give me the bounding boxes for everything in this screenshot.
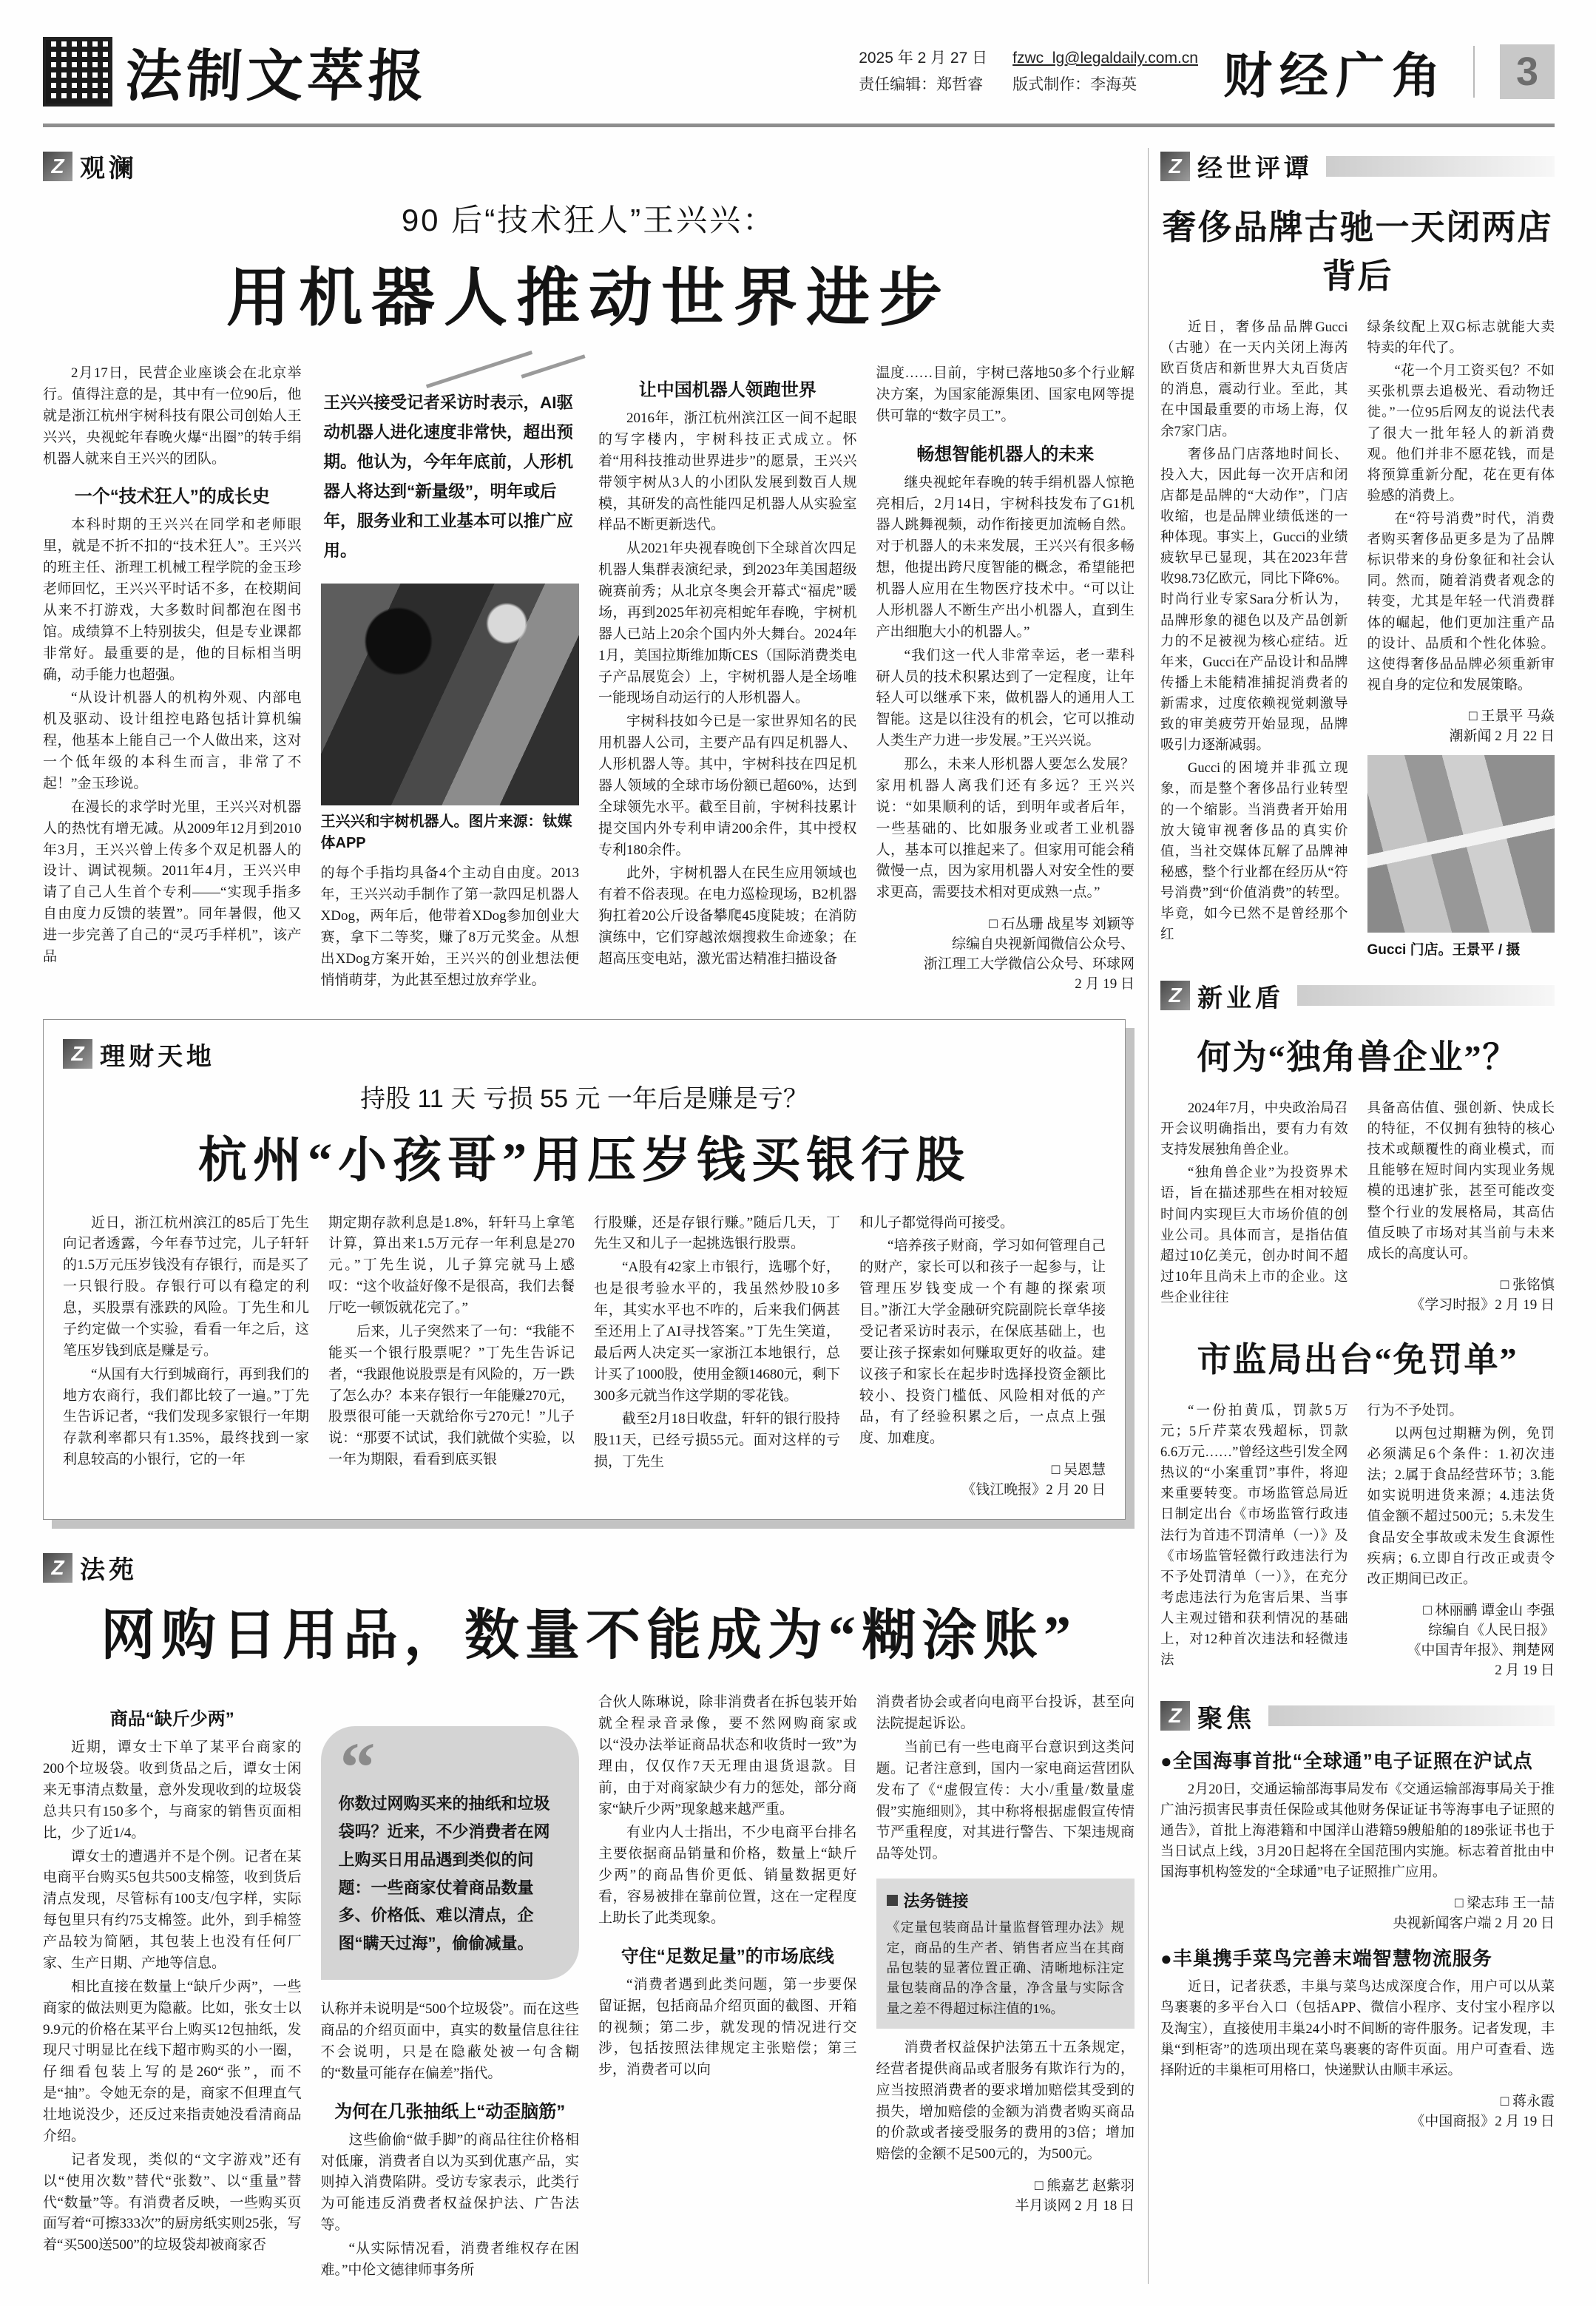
kicker: 持股 11 天 亏损 55 元 一年后是赚是亏？ — [360, 1084, 808, 1113]
text-column-continue — [876, 363, 1135, 904]
article-columns — [1160, 317, 1555, 958]
photo-caption: 王兴兴和宇树机器人。图片来源：钛媒体APP — [320, 814, 572, 852]
designer-credit: 版式制作：李海英 — [1012, 75, 1137, 93]
intro-box — [321, 363, 580, 572]
column-divider — [1148, 148, 1149, 2284]
text-column — [321, 363, 580, 994]
section-bar — [1268, 1705, 1555, 1726]
z-logo-icon: Z — [43, 152, 72, 181]
kicker: 90 后“技术狂人”王兴兴： — [401, 203, 777, 237]
section-guanlan — [43, 148, 1135, 994]
qr-code-icon — [43, 37, 112, 106]
text-column — [1367, 317, 1555, 958]
law-link-label: 法务链接 — [903, 1892, 969, 1911]
paragraph: 截至2月18日收盘，轩轩的银行股持股11天，已经亏损55元。面对这样的亏损，丁先生 — [594, 1411, 840, 1470]
article-columns — [1160, 1401, 1555, 1679]
paragraph: 奢侈品门店落地时间长、投入大，因此每一次开店和闭店都是品牌的“大动作”，门店收缩，也是品牌业绩低迷的一种体现。事实上，Gucci的业绩疲软早已显现，其在2023年营收98.73亿欧元，同比下降6%。时尚行业专家Sara分析认为，品牌形象的褪色以及产品创新力的不足被视为核心症结。近年来，Gucci在产品设计和品牌传播上未能精准捕捉消费者的新需求，过度依赖视觉刺激导致的审美疲劳开始显现，品牌吸引力逐渐减弱。 — [1160, 447, 1348, 754]
subheadline: 一个“技术狂人”的成长史 — [74, 487, 270, 507]
text-column-continue — [1367, 317, 1555, 696]
text-column — [876, 1692, 1135, 2284]
licai-headline: 杭州“小孩哥”用压岁钱买银行股 — [198, 1133, 970, 1188]
z-logo-icon: Z — [1160, 1701, 1190, 1731]
subheadline: 守住“足数足量”的市场底线 — [621, 1946, 834, 1967]
text-column-continue — [859, 1213, 1106, 1450]
paragraph: 在漫长的求学时光里，王兴兴对机器人的热忱有增无减。从2009年12月到2010年3月，王兴兴曾上传多个双足机器人的设计、调试视频。2011年4月，王兴兴申请了自己人生首个专利——“实现手指多自由度力反馈的装置”。同年暑假，他又进一步完善了自己的“灵巧手样机”，该产品 — [43, 799, 302, 964]
text-column — [1160, 317, 1348, 958]
paragraph: 在“符号消费”时代，消费者购买奢侈品更多是为了品牌标识带来的身份象征和社会认同。然而，随着消费者观念的转变，尤其是年轻一代消费群体的崛起，他们更加注重产品的设计、品质和个性化体验。这使得奢侈品品牌必须重新审视自身的定位和发展策略。 — [1367, 511, 1555, 693]
z-logo-icon: Z — [63, 1039, 92, 1069]
paragraph: 以两包过期糖为例，免罚必须满足6个条件：1.初次违法；2.属于食品经营环节；3.能如实说明进货来源；4.违法货值金额不超过500元；5.未发生食品安全事故或未发生食源性疾病；6.立即自行改正或责令改正期间已改正。 — [1367, 1426, 1555, 1587]
paragraph: 本科时期的王兴兴在同学和老师眼里，就是不折不扣的“技术狂人”。王兴兴的班主任、浙理工机械工程学院的金玉珍老师回忆，王兴兴平时话不多，在校期间从来不打游戏，大多数时间都泡在图书馆。成绩算不上特别拔尖，但是专业课都非常好。最重要的是，他的目标相当明确，动手能力也超强。 — [43, 517, 302, 683]
paragraph: 继央视蛇年春晚的转手绢机器人惊艳亮相后，2月14日，宇树科技发布了G1机器人跳舞视频，动作衔接更加流畅自然。对于机器人的未来发展，王兴兴有很多畅想，他提出跨尺度智能的概念，希望能把机器人应用在生物医疗技术中。“可以让人形机器人不断生产出小机器人，直到生产出细胞大小的机器人。” — [876, 474, 1135, 640]
source-credit: 《中国青年报》、荆楚网 — [1407, 1642, 1555, 1658]
law-text: 《定量包装商品计量监督管理办法》规定，商品的生产者、销售者应当在其商品包装的显著位置正确、清晰地标注定量包装商品的净含量，净含量与实际含量之差不得超过标注值的1%。 — [886, 1920, 1124, 2016]
section-label: 新业盾 — [1197, 984, 1284, 1012]
paragraph: 记者发现，类似的“文字游戏”还有以“使用次数”替代“张数”、以“重量”替代“数量”等。有消费者反映，一些购买页面写着“可擦333次”的厨房纸实则25张，写着“买500送500”的垃圾袋却被商家否 — [43, 2151, 302, 2253]
issue-date: 2025 年 2 月 27 日 — [859, 49, 988, 67]
z-logo-icon: Z — [1160, 152, 1190, 181]
paragraph: 认称并未说明是“500个垃圾袋”。而在这些商品的介绍页面中，真实的数量信息往往不会说明，只是在隐蔽处被一句含糊的“数量可能存在偏差”指代。 — [320, 2001, 579, 2081]
text-column-continue — [876, 1692, 1135, 1865]
subheadline: 让中国机器人领跑世界 — [638, 380, 816, 400]
text-column — [876, 363, 1135, 994]
paragraph: 相比直接在数量上“缺斤少两”，一些商家的做法则更为隐蔽。比如，张女士以9.9元的价格在某平台上购买12包抽纸，发现尺寸明显比在线下超市购买的小一圈，仔细看包装上写的是260“张”，而不是“抽”。令她无奈的是，商家不但理直气壮地说没少，还反过来指责她没看清商品介绍。 — [43, 1978, 302, 2144]
paragraph: “培养孩子财商，学习如何管理自己的财产，家长可以和孩子一起参与，让管理压岁钱变成一个有趣的探索项目。”浙江大学金融研究院副院长章华接受记者采访时表示，在保底基础上，也要让孩子探索如何赚取更好的收益。建议孩子和家长在起步时选择投资金额比较小、投资门槛低、风险相对低的产品，有了经验积累之后，一点点上强度、加难度。 — [859, 1238, 1106, 1447]
paragraph: 从2021年央视春晚创下全球首次四足机器人集群表演纪录，到2023年美国超级碗赛前秀；从北京冬奥会开幕式“福虎”暖场，再到2025年初亮相蛇年春晚，宇树机器人已站上20余个国内外大舞台。2024年1月，美国拉斯维加斯CES（国际消费类电子产品展览会）上，宇树机器人是全场唯一能现场自动运行的人形机器人。 — [598, 541, 857, 706]
source-credit: 《学习时报》2 月 19 日 — [1410, 1296, 1555, 1313]
text-column — [1367, 1098, 1555, 1313]
text-column-continue — [1367, 1098, 1555, 1265]
source-date: 2 月 19 日 — [1075, 976, 1135, 993]
main-region — [43, 145, 1135, 2284]
paper-title: 法制文萃报 — [124, 46, 430, 108]
section-label: 法苑 — [80, 1556, 138, 1585]
law-extra-text: 消费者权益保护法第五十五条规定，经营者提供商品或者服务有欺诈行为的，应当按照消费者的要求增加赔偿其受到的损失，增加赔偿的金额为消费者购买商品的价款或者接受服务的费用的3倍；增加赔偿的金额不足500元的，为500元。 — [876, 2039, 1135, 2163]
intro-text: 王兴兴接受记者采访时表示，AI驱动机器人进化速度非常快，超出预期。他认为，今年年底前，人形机器人将达到“新量级”，明年或后年，服务业和工业基本可以推广应用。 — [323, 393, 574, 561]
section-tag-jujiao — [1160, 1698, 1555, 1734]
paragraph: 近日，浙江杭州滨江的85后丁先生向记者透露，今年春节过完，儿子轩轩的1.5万元压岁钱没有存银行，而是买了一只银行股。存银行可以有稳定的利息，买股票有涨跌的风险。丁先生和儿子约定做一个实验，看看一年之后，这笔压岁钱到底是赚是亏。 — [63, 1214, 309, 1359]
text-column — [328, 1213, 575, 1499]
section-label: 聚焦 — [1197, 1704, 1255, 1733]
source-credit: 半月谈网 2 月 18 日 — [1015, 2198, 1135, 2214]
section-bar — [1326, 156, 1555, 177]
paragraph: “从设计机器人的机构外观、内部电机及驱动、设计组控电路包括计算机编程，他基本上能自己一个人做出来，这对一个低年级的本科生而言，非常了不起！”金玉珍说。 — [43, 690, 302, 791]
paragraph: 此外，宇树机器人在民生应用领域也有着不俗表现。在电力巡检现场，B2机器狗扛着20公斤设备攀爬45度陡坡；在消防演练中，它们穿越浓烟搜救生命迹象；在超高压变电站，激光雷达精准扫描设备 — [598, 865, 857, 967]
paragraph: 绿条纹配上双G标志就能大卖特卖的年代了。 — [1367, 320, 1555, 356]
article-columns — [43, 363, 1135, 994]
subheadline: 为何在几张抽纸上“动歪脑筋” — [334, 2101, 566, 2122]
paragraph: 具备高估值、强创新、快成长的特征，不仅拥有独特的核心技术或颠覆性的商业模式，而且能够在短时间内实现业务规模的迅速扩张，甚至可能改变整个行业的发展格局，其高估值反映了市场对其当前与未来成长的高度认可。 — [1367, 1100, 1555, 1262]
article-columns — [1160, 1098, 1555, 1313]
pull-quote-text: 你数过网购买来的抽纸和垃圾袋吗？近来，不少消费者在网上购买日用品遇到类似的问题：一些商家仗着商品数量多、价格低、难以清点，企图“瞒天过海”，偷偷减量。 — [338, 1794, 550, 1953]
gucci-headline: 奢侈品牌古驰一天闭两店背后 — [1162, 209, 1553, 295]
z-logo-icon: Z — [43, 1553, 72, 1583]
page-content — [43, 145, 1555, 2284]
law-link-box — [876, 1879, 1135, 2029]
section-fayuan — [43, 1549, 1135, 2284]
section-jujiao — [1160, 1698, 1555, 2130]
article-columns — [43, 1692, 1135, 2284]
contact-block — [1012, 45, 1198, 98]
text-column — [63, 1213, 309, 1499]
photo-caption: Gucci 门店。王景平 / 摄 — [1367, 941, 1521, 958]
paragraph: 2月17日，民营企业座谈会在北京举行。值得注意的是，其中有一位90后，他就是浙江杭州宇树科技有限公司创始人王兴兴，央视蛇年春晚火爆“出圈”的转手绢机器人就来自王兴兴的团队。 — [43, 365, 302, 467]
masthead-meta — [859, 36, 1555, 106]
source-credit: 综编自央视新闻微信公众号、 — [951, 936, 1135, 953]
paragraph: 合伙人陈琳说，除非消费者在拆包装开始就全程录音录像，要不然网购商家或以“没办法举证商品状态和收货时一致”为理由，仅仅作7天无理由退货退款。目前，由于对商家缺少有力的惩处，部分商家“缺斤少两”现象越来越严重。 — [598, 1694, 857, 1817]
news-brief-body: 近日，记者获悉，丰巢与菜鸟达成深度合作，用户可以从菜鸟裹裹的多平台入口（包括APP、微信小程序、支付宝小程序以及淘宝），直接使用丰巢24小时不间断的寄件服务。记者发现，丰巢“到柜寄”的选项出现在菜鸟裹裹的寄件页面。用户可查看、选择附近的丰巢柜可用格口，快递默认由顺丰承运。 — [1160, 1980, 1555, 2078]
decorative-dash — [521, 354, 585, 379]
page-number-divider — [1473, 46, 1475, 98]
text-column-continue — [1367, 1401, 1555, 1590]
text-column — [1367, 1401, 1555, 1679]
email-address: fzwc_lg@legaldaily.com.cn — [1012, 49, 1198, 67]
photo-wang-xingxing — [321, 584, 580, 805]
square-bullet-icon — [887, 1895, 898, 1906]
z-logo-icon: Z — [1160, 981, 1190, 1010]
section-title: 财经广角 — [1223, 48, 1448, 103]
article-columns — [63, 1213, 1106, 1499]
article-wang-xingxing — [43, 196, 1135, 994]
paragraph: 期定期存款利息是1.8%，轩轩马上拿笔计算，算出来1.5万元存一年利息是270元。”丁先生说，儿子算完就马上感叹：“这个收益好像不是很高，我们去餐厅吃一顿饭就花完了。” — [328, 1214, 575, 1316]
paragraph: 那么，未来人形机器人要怎么发展？家用机器人离我们还有多远？王兴兴说：“如果顺利的话，到明年或者后年，一些基础的、比如服务业或者工业机器人，基本可以推起来了。但家用可能会稍微慢一点，因为家用机器人对安全性的要求更高，需要技术相对更成熟一点。” — [876, 757, 1135, 901]
decorative-dash — [426, 351, 532, 388]
paragraph: 消费者协会或者向电商平台投诉，甚至向法院提起诉讼。 — [876, 1694, 1135, 1732]
paragraph: 当前已有一些电商平台意识到这类问题。记者注意到，国内一家电商运营团队发布了《“虚假宣传：大小/重量/数量虚假”实施细则》，其中称将根据虚假宣传情节严重程度，对其进行警告、下架违规商品等处罚。 — [876, 1739, 1135, 1862]
byline: □ 蒋永霞 — [1500, 2093, 1555, 2109]
section-label: 经世评谭 — [1197, 155, 1313, 183]
paragraph: 这些偷偷“做手脚”的商品往往价格相对低廉，消费者自以为买到优惠产品，实则掉入消费陷阱。受访专家表示，此类行为可能违反消费者权益保护法、广告法等。 — [320, 2131, 579, 2234]
source-date: 2 月 19 日 — [1495, 1662, 1555, 1678]
byline: □ 张铭慎 — [1500, 1277, 1555, 1293]
quote-icon: “ — [339, 1728, 376, 1808]
paragraph: 后来，儿子突然来了一句：“我能不能买一个银行股票呢？”丁先生告诉记者，“我跟他说股票是有风险的，万一跌了怎么办？本来存银行一年能赚270元，股票很可能一天就给你亏270元！”儿子说：“那要不试试，我们就做个实验，以一年为期限，看看到底买银 — [328, 1323, 575, 1468]
paragraph: “一份拍黄瓜，罚款5万元；5斤芹菜农残超标，罚款6.6万元……”曾经这些引发全网热议的“小案重罚”事件，将迎来重要转变。市场监管总局近日制定出台《市场监管行政违法行为首违不罚清单（一）》及《市场监管轻微行政违法行为不予处罚清单（一）》，在充分考虑违法行为危害后果、当事人主观过错和获利情况的基础上，对12种首次违法和轻微违法 — [1160, 1403, 1348, 1668]
byline: □ 熊嘉艺 赵紫羽 — [1035, 2178, 1135, 2194]
text-column — [43, 363, 302, 994]
subheadline: 商品“缺斤少两” — [109, 1709, 234, 1730]
source-credit: 潮新闻 2 月 22 日 — [1449, 728, 1555, 744]
photo-gucci-store — [1367, 755, 1555, 933]
paragraph: 有业内人士指出，不少电商平台排名主要依据商品销量和价格，数量上“缺斤少两”的商品售价更低、销量数据更好看，容易被排在靠前位置，这在一定程度上助长了此类现象。 — [598, 1825, 857, 1926]
sidebar-region — [1160, 145, 1555, 2284]
section-bar — [1297, 985, 1555, 1006]
byline: □ 林丽鹂 谭金山 李强 — [1423, 1602, 1555, 1618]
paragraph: 行股赚，还是存银行赚。”随后几天，丁先生又和儿子一起挑选银行股票。 — [594, 1214, 840, 1252]
page-number: 3 — [1500, 44, 1555, 99]
paragraph: 近期，谭女士下单了某平台商家的200个垃圾袋。收到货品之后，谭女士闲来无事清点数量，意外发现收到的垃圾袋总共只有150多个，与商家的销售页面相比，少了近1/4。 — [43, 1739, 302, 1841]
section-tag-licai — [63, 1036, 1106, 1072]
section-tag-guanlan — [43, 148, 1135, 184]
byline: □ 王景平 马焱 — [1469, 708, 1555, 724]
masthead-rule — [43, 124, 1555, 127]
source-credit: 浙江理工大学微信公众号、环球网 — [923, 956, 1135, 973]
news-brief-title: ●丰巢携手菜鸟完善末端智慧物流服务 — [1160, 1947, 1492, 1970]
paragraph: Gucci的困境并非孤立现象，而是整个奢侈品行业转型的一个缩影。当消费者开始用放大镜审视奢侈品的真实价值，当社交媒体瓦解了品牌神秘感，整个行业都在经历从“符号消费”到“价值消费”的转型。毕竟，如今已然不是曾经那个红 — [1160, 761, 1348, 943]
paragraph: 2024年7月，中央政治局召开会议明确指出，要有力有效支持发展独角兽企业。 — [1160, 1100, 1348, 1158]
subheadline: 畅想智能机器人的未来 — [916, 444, 1095, 464]
paragraph: “我们这一代人非常幸运，老一辈科研人员的技术积累达到了一定程度，让年轻人可以继承下来，做机器人的通用人工智能。这是以往没有的机会，它可以推动人类生产力进一步发展。”王兴兴说。 — [876, 647, 1135, 749]
byline: □ 梁志玮 王一喆 — [1455, 1896, 1555, 1912]
paragraph: 宇树科技如今已是一家世界知名的民用机器人公司，主要产品有四足机器人、人形机器人等。其中，宇树科技在四足机器人领域的全球市场份额已超60%，达到全球领先水平。截至目前，宇树科技累计提交国内外专利申请200余件，其中授权专利180余件。 — [598, 714, 857, 858]
text-column — [1160, 1098, 1348, 1313]
paragraph: “消费者遇到此类问题，第一步要保留证据，包括商品介绍页面的截图、开箱的视频；第二步，就发现的情况进行交涉，包括按照法律规定主张赔偿；第三步，消费者可以向 — [598, 1976, 857, 2078]
paragraph: “从国有大行到城商行，再到我们的地方农商行，我们都比较了一遍。”丁先生告诉记者，“我们发现多家银行一年期存款利率都只有1.35%，最终找到一家利息较高的小银行，它的一年 — [63, 1366, 309, 1468]
pull-quote-box — [321, 1726, 580, 1980]
text-column — [598, 1692, 857, 2284]
unicorn-headline: 何为“独角兽企业”？ — [1197, 1038, 1518, 1076]
text-column — [1160, 1401, 1348, 1679]
byline: □ 石丛珊 战星岑 刘颖等 — [989, 916, 1135, 933]
lead-headline: 用机器人推动世界进步 — [226, 263, 951, 334]
law-link-title — [887, 1889, 1125, 1912]
article-mianfa — [1160, 1333, 1555, 1679]
brand — [43, 31, 429, 112]
jujiao-item — [1160, 1944, 1555, 2130]
byline: □ 吴恩慧 — [1051, 1462, 1106, 1478]
paragraph: 近日，奢侈品品牌Gucci（古驰）在一天内关闭上海芮欧百货店和新世界大丸百货店的消息，震动行业。至此，其在中国最重要的市场上海，仅余7家门店。 — [1160, 320, 1348, 439]
section-tag-xinye — [1160, 978, 1555, 1014]
text-column-continue — [321, 1999, 580, 2282]
editor-credit: 责任编辑：郑哲睿 — [859, 75, 984, 93]
section-jingshi — [1160, 148, 1555, 958]
date-editor-block — [859, 45, 987, 98]
source-credit: 央视新闻客户端 2 月 20 日 — [1393, 1916, 1555, 1932]
paragraph: 和儿子都觉得尚可接受。 — [859, 1214, 1015, 1231]
source-credit: 《钱江晚报》2 月 20 日 — [961, 1482, 1106, 1498]
text-column — [43, 1692, 302, 2284]
paragraph: “从实际情况看，消费者维权存在困难。”中伦文德律师事务所 — [320, 2241, 579, 2278]
section-tag-fayuan — [43, 1549, 1135, 1586]
source-credit: 《中国商报》2 月 19 日 — [1410, 2113, 1555, 2129]
text-column-continue — [321, 863, 580, 991]
paragraph: “独角兽企业”为投资界术语，旨在描述那些在相对较短时间内实现巨大市场价值的创业公司。具体而言，是指估值超过10亿美元，创办时间不超过10年且尚未上市的企业。这些企业往往 — [1160, 1166, 1348, 1305]
paragraph: 温度……目前，宇树已落地50多个行业解决方案，为国家能源集团、国家电网等提供可靠的“数字员工”。 — [876, 365, 1135, 424]
news-brief-body: 2月20日，交通运输部海事局发布《交通运输部海事局关于推广油污损害民事责任保险或其他财务保证证书等海事电子证照的通告》，首批上海港籍和中国洋山港籍59艘船舶的189张证书也于当日试点上线，3月20日起将在全国范围内实施。标志着首批由中国海事机构签发的“全球通”电子证照推广应用。 — [1160, 1782, 1555, 1881]
section-label: 观澜 — [80, 155, 138, 183]
mianfa-headline: 市监局出台“免罚单” — [1197, 1340, 1518, 1379]
text-column — [594, 1213, 840, 1499]
paragraph: “A股有42家上市银行，选哪个好，也是很考验水平的，我虽然炒股10多年，其实水平也不咋的，后来我们俩甚至还用上了AI寻找答案。”丁先生笑道，最后两人决定买一家浙江本地银行，总计买了1000股，使用金额14680元，剩下300多元就当作这学期的零花钱。 — [594, 1259, 840, 1404]
paragraph: “花一个月工资买包？不如买张机票去追极光、看动物迁徙。”一位95后网友的说法代表了很大一批年轻人的新消费观。他们并非不愿花钱，而是将预算重新分配，花在更有体验感的消费上。 — [1367, 364, 1555, 504]
news-brief-title: ●全国海事首批“全球通”电子证照在沪试点 — [1160, 1749, 1533, 1772]
paragraph: 行为不予处罚。 — [1367, 1403, 1464, 1419]
text-column — [859, 1213, 1106, 1499]
section-label: 理财天地 — [100, 1042, 215, 1071]
section-xinye — [1160, 978, 1555, 1313]
fayuan-headline: 网购日用品，数量不能成为“糊涂账” — [101, 1606, 1077, 1667]
section-licai — [43, 1019, 1126, 1521]
paragraph: 2016年，浙江杭州滨江区一间不起眼的写字楼内，宇树科技正式成立。怀着“用科技推动世界进步”的愿景，王兴兴带领宇树从3人的小团队发展到数百人规模，其研发的高性能四足机器人从实验室样品不断更新迭代。 — [598, 410, 857, 533]
text-column — [598, 363, 857, 994]
section-tag-jingshi — [1160, 148, 1555, 184]
masthead — [43, 27, 1555, 124]
source-credit: 综编自《人民日报》 — [1427, 1622, 1555, 1638]
text-column — [321, 1692, 580, 2284]
paragraph: 的每个手指均具备4个主动自由度。2013年，王兴兴动手制作了第一款四足机器人XDog，两年后，他带着XDog参加创业大赛，拿下二等奖，赚了8万元奖金。从想出XDog方案开始，王兴兴的创业想法便悄悄萌芽，为此甚至想过放弃学业。 — [320, 865, 579, 988]
paragraph: 谭女士的遭遇并不是个例。记者在某电商平台购买5包共500支棉签，收到货后清点发现，尽管标有100支/包字样，实际每包里只有约75支棉签。此外，到手棉签产品较为简陋，其包装上也没有任何厂家、生产日期、产地等信息。 — [43, 1848, 302, 1971]
jujiao-item — [1160, 1746, 1555, 1933]
